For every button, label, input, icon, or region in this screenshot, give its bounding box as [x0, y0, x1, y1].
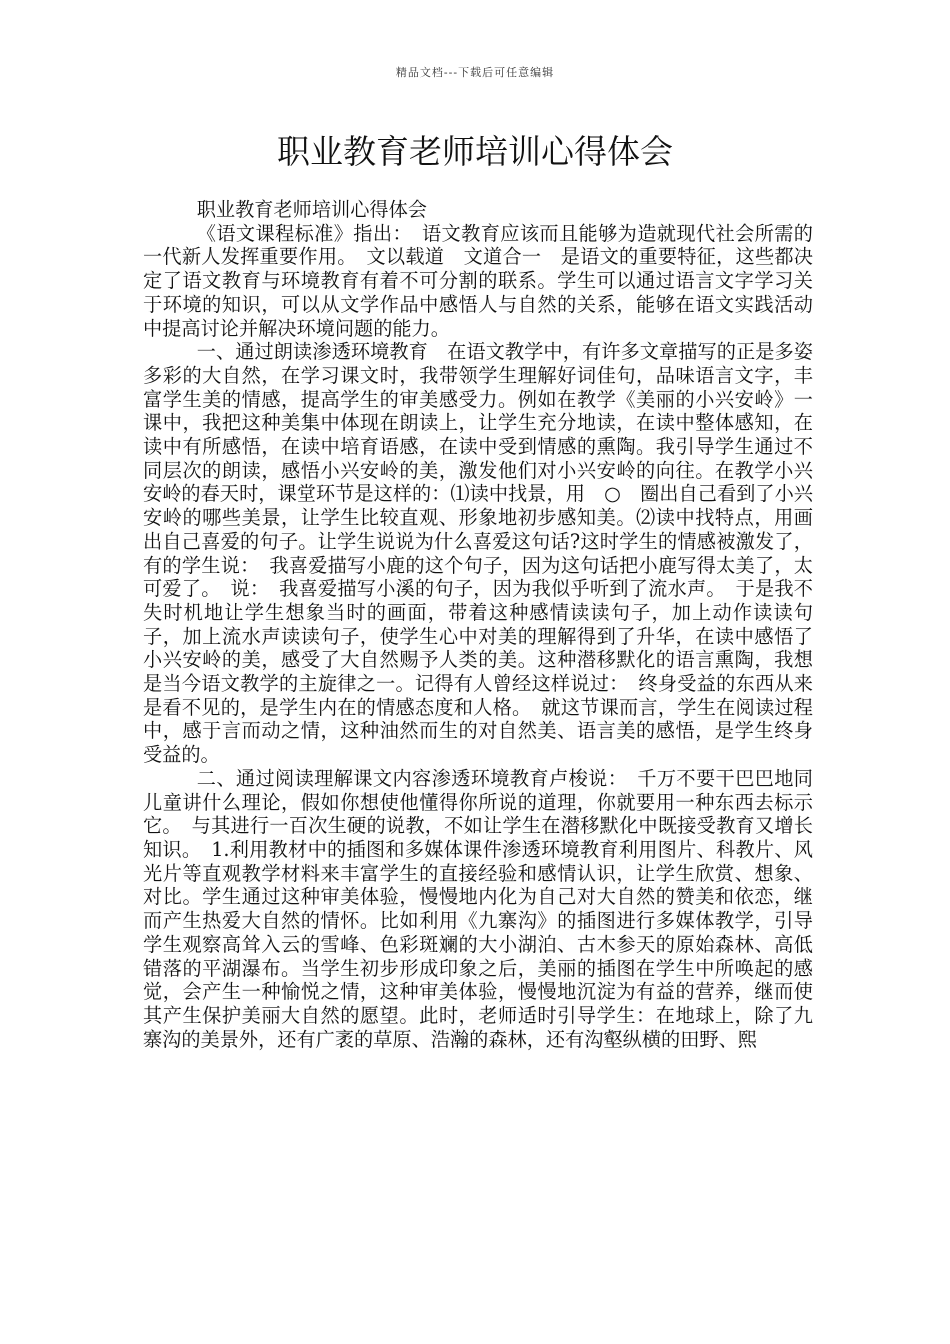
document-subtitle: 职业教育老师培训心得体会: [196, 198, 427, 221]
page-header-note: 精品文档---下载后可任意编辑: [395, 66, 555, 79]
body-paragraph: 《语文课程标准》指出： 语文教育应该而且能够为造就现代社会所需的一代新人发挥重要作用。 文以载道 文道合一 是语文的重要特征，这些都决定了语文教育与环境教育有着不可分割的联系。学生可以通过语言文字学习关于环境的知识，可以从文学作品中感悟人与自然的关系，能够在语文实践活动中提高讨论并解决环境问题的能力。: [143, 221, 813, 340]
document-title: 职业教育老师培训心得体会: [277, 132, 673, 171]
body-paragraph: 一、通过朗读渗透环境教育 在语文教学中，有许多文章描写的正是多姿多彩的大自然，在学习课文时，我带领学生理解好词佳句，品味语言文字，丰富学生美的情感，提高学生的审美感受力。例如在教学《美丽的小兴安岭》一课中，我把这种美集中体现在朗读上，让学生充分地读，在读中整体感知，在读中有所感悟，在读中培育语感，在读中受到情感的熏陶。我引导学生通过不同层次的朗读，感悟小兴安岭的美，激发他们对小兴安岭的向往。在教学小兴安岭的春天时，课堂环节是这样的：⑴读中找景，用 ○ 圈出自己看到了小兴安岭的哪些美景，让学生比较直观、形象地初步感知美。⑵读中找特点，用画出自己喜爱的句子。让学生说说为什么喜爱这句话?这时学生的情感被激发了，有的学生说： 我喜爱描写小鹿的这个句子，因为这句话把小鹿写得太美了，太可爱了。 说： 我喜爱描写小溪的句子，因为我似乎听到了流水声。 于是我不失时机地让学生想象当时的画面，带着这种感情读读句子，加上动作读读句子，加上流水声读读句子，使学生心中对美的理解得到了升华，在读中感悟了小兴安岭的美，感受了大自然赐予人类的美。这种潜移默化的语言熏陶，我想是当今语文教学的主旋律之一。记得有人曾经这样说过： 终身受益的东西从来是看不见的，是学生内在的情感态度和人格。 就这节课而言，学生在阅读过程中，感于言而动之情，这种油然而生的对自然美、语言美的感悟，是学生终身受益的。: [143, 340, 813, 767]
body-paragraph: 二、通过阅读理解课文内容渗透环境教育卢梭说： 千万不要干巴巴地同儿童讲什么理论，假如你想使他懂得你所说的道理，你就要用一种东西去标示它。 与其进行一百次生硬的说教，不如让学生在潜移默化中既接受教育又增长知识。 1.利用教材中的插图和多媒体课件渗透环境教育利用图片、科教片、风光片等直观教学材料来丰富学生的直接经验和感情认识，让学生欣赏、想象、对比。学生通过这种审美体验，慢慢地内化为自己对大自然的赞美和依恋，继而产生热爱大自然的情怀。比如利用《九寨沟》的插图进行多媒体教学，引导学生观察高耸入云的雪峰、色彩斑斓的大小湖泊、古木参天的原始森林、高低错落的平湖瀑布。当学生初步形成印象之后，美丽的插图在学生中所唤起的感觉，会产生一种愉悦之情，这种审美体验，慢慢地沉淀为有益的营养，继而使其产生保护美丽大自然的愿望。此时，老师适时引导学生：在地球上，除了九寨沟的美景外，还有广袤的草原、浩瀚的森林，还有沟壑纵横的田野、熙: [143, 766, 813, 1051]
document-body: [143, 198, 813, 1051]
